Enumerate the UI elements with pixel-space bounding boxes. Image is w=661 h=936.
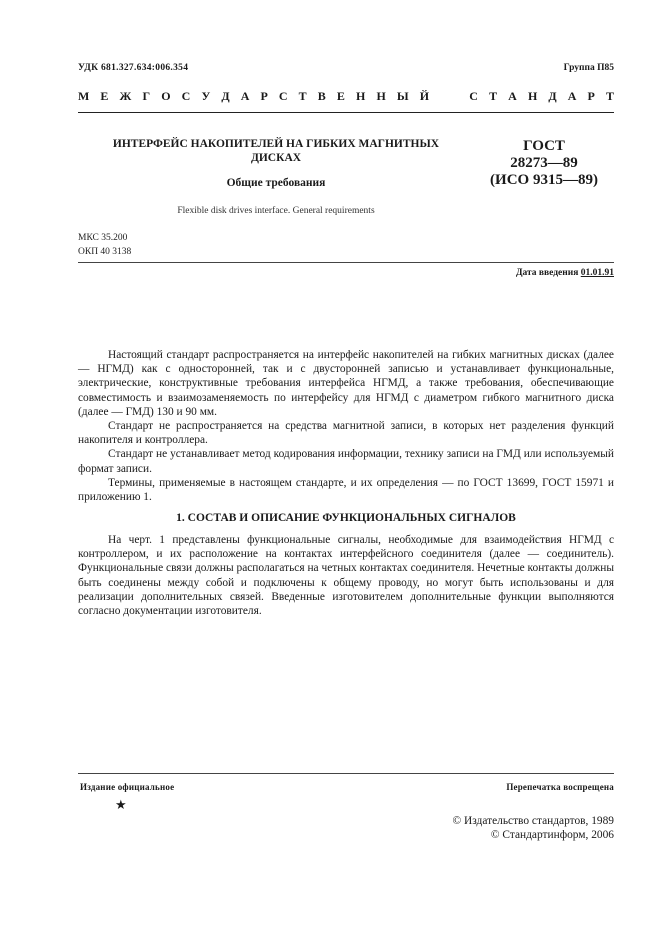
mks-code: МКС 35.200 (78, 233, 128, 243)
intro-date-label: Дата введения (515, 268, 579, 278)
heading-letter: В (317, 88, 326, 103)
heading-letter: У (201, 88, 211, 103)
introduction-text (78, 348, 614, 504)
title-line-1: ИНТЕРФЕЙС НАКОПИТЕЛЕЙ НА ГИБКИХ МАГНИТНЫХ (112, 138, 440, 150)
paragraph: На черт. 1 представлены функциональные сигналы, необходимые для взаимодействия НГМД с контроллером, и их расположение на контактах интерфейсного соединителя (далее — соединитель). Функциональные связи должны располагаться на четных контактах соединителя. Нечетные контакты должны быть соединены между собой и подключены к общему проводу, но могут быть использованы и для реализации дополнительных связей. Введенные изготовителем дополнительные функции выполняются согласно документации изготовителя. (78, 534, 614, 618)
heading-letter: Ы (396, 88, 409, 103)
introduction-date (516, 268, 614, 278)
reprint-prohibited-note: Перепечатка воспрещена (506, 782, 614, 792)
heading-letter: Е (336, 88, 345, 103)
heading-letter: С (469, 88, 478, 103)
top-rule (78, 112, 614, 113)
heading-letter: М (78, 88, 90, 103)
heading-letter: Д (548, 88, 557, 103)
group-code: Группа П85 (563, 63, 614, 73)
english-title: Flexible disk drives interface. General requirements (177, 206, 375, 216)
section-text (78, 533, 614, 618)
paragraph: Настоящий стандарт распространяется на интерфейс накопителей на гибких магнитных дисках (далее — НГМД) как с односторонней, так и с двусторонней записью и устанавливает функциональные, электрические, конструктивные требования интерфейса НГМД, а также требования, обеспечивающие совместимость и взаимозаменяемость по интерфейсу для НГМД с диаметром гибкого магнитного диска (далее — ГМД) 130 и 90 мм. (78, 349, 614, 418)
heading-letter: О (161, 88, 171, 103)
udk-code: УДК 681.327.634:006.354 (78, 63, 189, 73)
section-heading: 1. СОСТАВ И ОПИСАНИЕ ФУНКЦИОНАЛЬНЫХ СИГНАЛОВ (176, 512, 516, 524)
title-line-2: ДИСКАХ (250, 152, 302, 164)
gost-label: ГОСТ (523, 138, 565, 154)
paragraph: Термины, применяемые в настоящем стандарте, и их определения — по ГОСТ 13699, ГОСТ 15971 и приложению 1. (78, 476, 614, 504)
document-title (100, 137, 452, 165)
okp-code: ОКП 40 3138 (78, 247, 132, 257)
copyright-line-2: © Стандартинформ, 2006 (490, 829, 614, 841)
heading-letter: Ж (119, 88, 132, 103)
star-icon: ★ (115, 797, 127, 812)
paragraph: Стандарт не устанавливает метод кодирования информации, технику записи на ГМД или используемый формат записи. (78, 448, 614, 475)
heading-letter: Е (100, 88, 109, 103)
gost-number: 28273—89 (510, 155, 578, 171)
heading-letter: Н (356, 88, 366, 103)
heading-letter: Й (419, 88, 430, 103)
heading-letter: С (181, 88, 191, 103)
heading-letter: Т (605, 88, 614, 103)
heading-letter: Н (376, 88, 386, 103)
heading-letter: Т (489, 88, 498, 103)
middle-rule (78, 262, 614, 263)
copyright-block (453, 814, 614, 842)
official-edition-note: Издание официальное (80, 782, 175, 792)
document-subtitle: Общие требования (226, 177, 326, 189)
heading-letter: А (240, 88, 250, 103)
heading-letter: Г (142, 88, 151, 103)
heading-letter: С (278, 88, 288, 103)
intro-date-value: 01.01.91 (580, 268, 614, 278)
bottom-rule (78, 773, 614, 774)
heading-letter: Р (587, 88, 595, 103)
copyright-line-1: © Издательство стандартов, 1989 (452, 815, 614, 827)
heading-letter: Н (527, 88, 538, 103)
heading-letter: Т (298, 88, 307, 103)
heading-letter: А (567, 88, 577, 103)
heading-letter: Р (260, 88, 268, 103)
paragraph: Стандарт не распространяется на средства магнитной записи, в которых нет разделения функций накопителя и контроллера. (78, 420, 614, 447)
standard-designation (470, 138, 618, 189)
interstate-standard-heading (78, 87, 614, 105)
classification-codes (78, 231, 131, 259)
iso-number: (ИСО 9315—89) (490, 172, 598, 188)
heading-letter: Д (221, 88, 230, 103)
heading-letter: А (508, 88, 517, 103)
